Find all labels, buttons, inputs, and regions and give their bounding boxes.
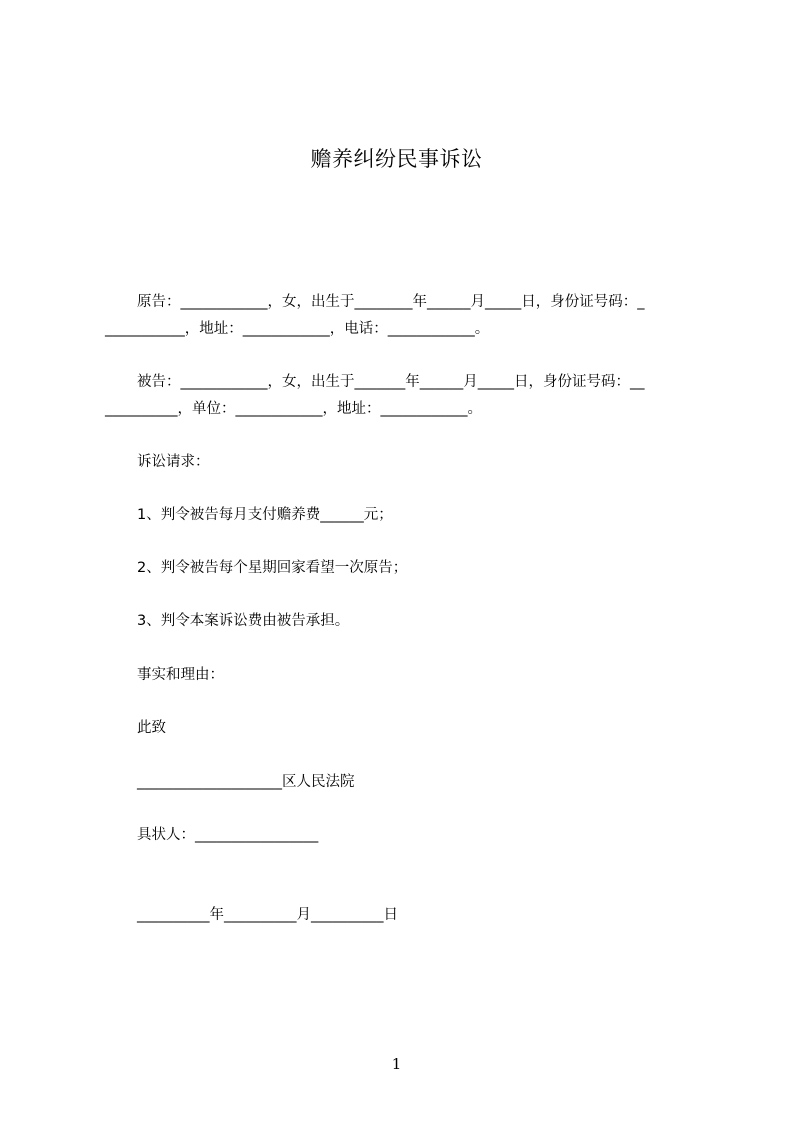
claims-heading: 诉讼请求： xyxy=(137,454,210,470)
page-number: 1 xyxy=(391,1055,402,1073)
signer-line: 具状人：_________________ xyxy=(137,827,319,843)
claim-item-2: 2、判令被告每个星期回家看望一次原告； xyxy=(137,560,408,576)
document-title: 赡养纠纷民事诉讼 xyxy=(310,147,483,171)
facts-heading: 事实和理由： xyxy=(137,667,224,683)
date-line: __________年__________月__________日 xyxy=(137,907,398,923)
closing-text: 此致 xyxy=(137,720,166,736)
defendant-line-1: 被告：____________，女，出生于_______年______月_____日，身份证号码：__ xyxy=(137,374,645,390)
claim-item-3: 3、判令本案诉讼费由被告承担。 xyxy=(137,613,350,629)
court-line: ____________________区人民法院 xyxy=(137,774,355,790)
plaintiff-line-1: 原告：____________，女，出生于________年______月_____日，身份证号码：_ xyxy=(137,294,645,310)
claim-item-1: 1、判令被告每月支付赡养费______元； xyxy=(137,507,393,523)
plaintiff-line-2: ___________，地址：____________，电话：____________。 xyxy=(105,321,490,337)
defendant-line-2: __________，单位：____________，地址：____________。 xyxy=(105,401,482,417)
